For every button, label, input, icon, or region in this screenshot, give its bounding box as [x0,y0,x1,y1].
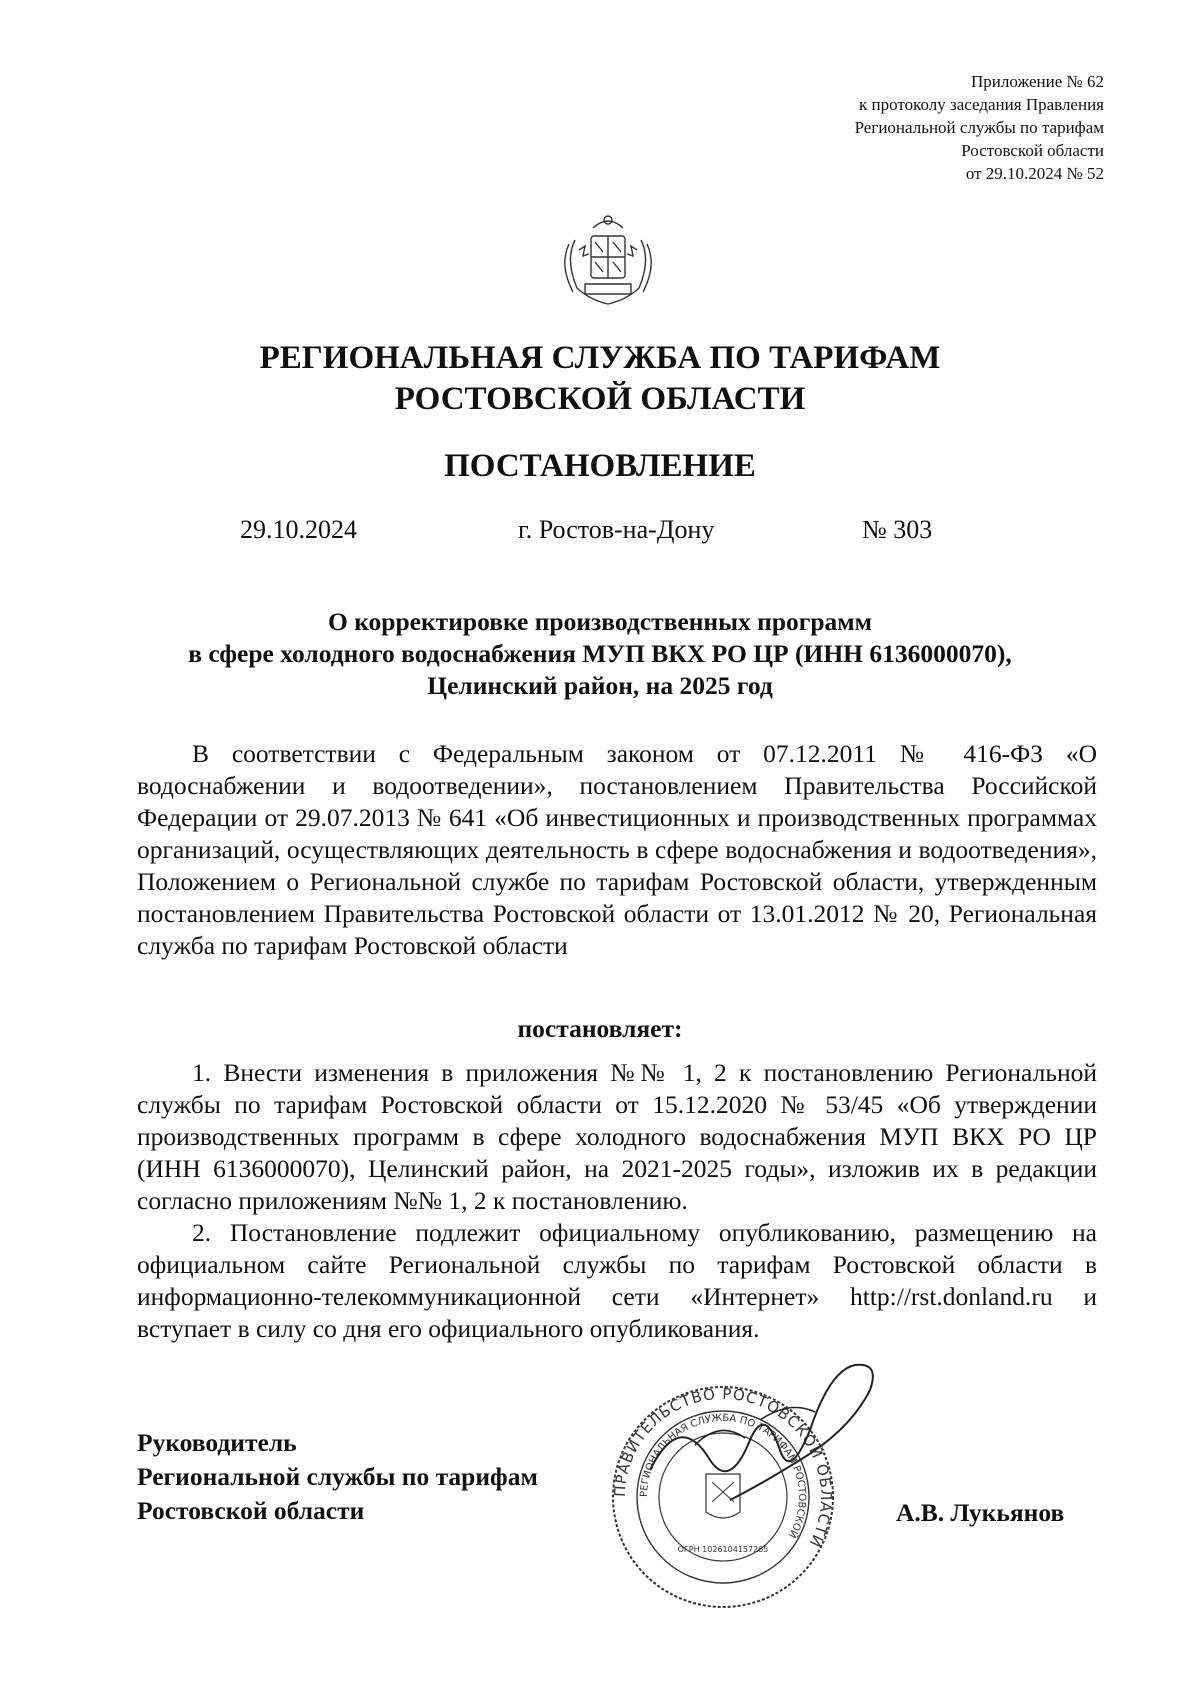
signatory-position [137,1426,538,1528]
coat-of-arms-icon [555,210,661,310]
document-city: г. Ростов-на-Дону [518,515,715,544]
subject-line: в сфере холодного водоснабжения МУП ВКХ РО ЦР (ИНН 6136000070), [188,639,1012,668]
document-number: № 303 [862,515,933,544]
document-type: ПОСТАНОВЛЕНИЕ [444,448,756,484]
organization-title-line: РЕГИОНАЛЬНАЯ СЛУЖБА ПО ТАРИФАМ [259,340,941,376]
seal-outer-text: ПРАВИТЕЛЬСТВО РОСТОВСКОЙ ОБЛАСТИ [610,1384,836,1551]
subject-line: О корректировке производственных программ [327,607,873,636]
decree-item-2: 2. Постановление подлежит официальному опубликованию, размещению на официальном сайте Региональной службы по тарифам Ростовской области в информационно-телекоммуникационной сети «Интернет» http://rst.donland.ru и вступает в силу со дня его официального опубликования. [137,1218,1097,1343]
signatory-position-line: Ростовской области [137,1496,365,1525]
seal-ogrn-text: ОГРН 1026104157265 [677,1545,769,1554]
signatory-position-line: Региональной службы по тарифам [137,1462,538,1491]
subject-line: Целинский район, на 2025 год [427,671,773,700]
appendix-line: от 29.10.2024 № 52 [965,164,1104,183]
document-subject [130,606,1070,702]
organization-title-line: РОСТОВСКОЙ ОБЛАСТИ [394,381,806,417]
decree-items [137,1057,1097,1345]
preamble-paragraph: В соответствии с Федеральным законом от 07.12.2011 № 416-ФЗ «О водоснабжении и водоотведении», постановлением Правительства Российской Федерации от 29.07.2013 № 641 «Об инвестиционных и производственных программах организаций, осуществляющих деятельность в сфере водоснабжения и водоотведения», Положением о Региональной службе по тарифам Ростовской области, утвержденным постановлением Правительства Ростовской области от 13.01.2012 № 20, Региональная служба по тарифам Ростовской области [137,739,1097,960]
decree-item-1: 1. Внести изменения в приложения №№ 1, 2 к постановлению Региональной службы по тарифам Ростовской области от 15.12.2020 № 53/45 «Об утверждении производственных программ в сфере холодного водоснабжения МУП ВКХ РО ЦР (ИНН 6136000070), Целинский район, на 2021-2025 годы», изложив их в редакции согласно приложениям №№ 1, 2 к постановлению. [137,1058,1097,1215]
decree-word: постановляет: [517,1014,683,1043]
handwritten-signature-icon [640,1350,890,1530]
appendix-line: Ростовской области [961,141,1104,160]
organization-title [130,338,1070,420]
seal-inner-text: РЕГИОНАЛЬНАЯ СЛУЖБА ПО ТАРИФАМ РОСТОВСКОЙ [638,1412,808,1540]
preamble [137,738,1097,962]
signatory-name: А.В. Лукьянов [896,1498,1065,1527]
appendix-line: Региональной службы по тарифам [854,118,1104,137]
document-date: 29.10.2024 [240,515,357,544]
appendix-line: к протоколу заседания Правления [859,95,1104,114]
signatory-position-line: Руководитель [137,1428,297,1457]
appendix-line: Приложение № 62 [971,72,1104,91]
appendix-note [684,70,1104,185]
